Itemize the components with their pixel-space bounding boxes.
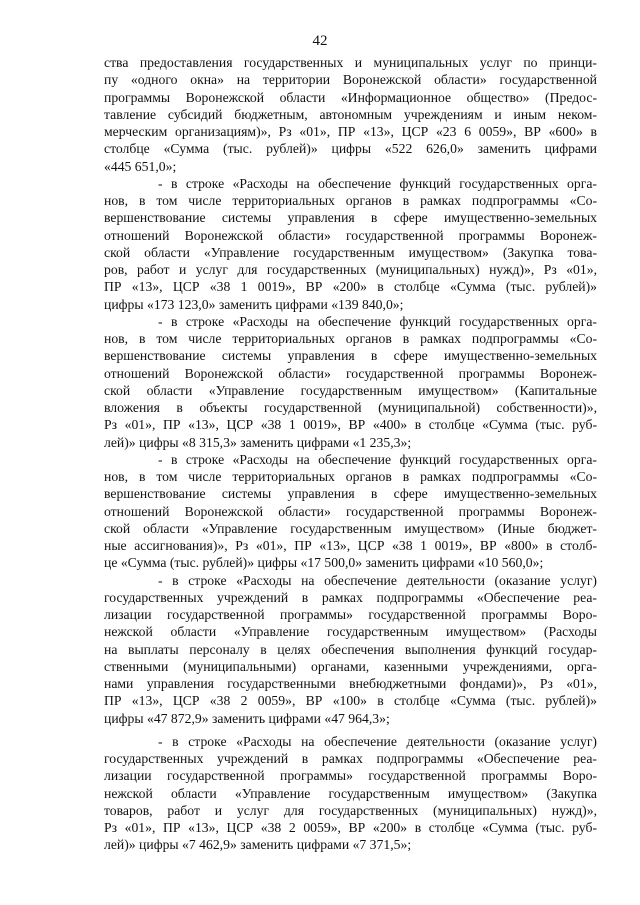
text-line: нов, в том числе территориальных органов в рамках подпрограммы «Со- xyxy=(104,193,597,208)
text-line: ской области «Управление государственным имуществом» (Иные бюджет- xyxy=(104,520,597,536)
text-line: «445 651,0»; xyxy=(104,158,177,174)
text-line: вершенствование системы управления в сфере имущественно-земельных xyxy=(104,348,597,364)
paragraph xyxy=(104,313,597,451)
text-line: тавление субсидий бюджетным, автономным учреждениям и иным неком- xyxy=(104,106,597,122)
text-line: - в строке «Расходы на обеспечение деятельности (оказание услуг) xyxy=(158,733,597,749)
page-number: 42 xyxy=(312,33,328,49)
text-line: государственных учреждений в рамках подпрограммы «Обеспечение реа- xyxy=(104,751,597,766)
text-line: це «Сумма (тыс. рублей)» цифры «17 500,0» заменить цифрами «10 560,0»; xyxy=(104,555,544,571)
text-line: государственных учреждений в рамках подпрограммы «Обеспечение реа- xyxy=(104,589,597,605)
text-line: - в строке «Расходы на обеспечение функций государственных орга- xyxy=(158,451,597,467)
text-line: ПР «13», ЦСР «38 2 0059», ВР «100» в столбце «Сумма (тыс. рублей)» xyxy=(104,693,597,709)
paragraph xyxy=(104,733,597,854)
text-line: ства предоставления государственных и муниципальных услуг по принци- xyxy=(104,55,597,70)
text-line: ные ассигнования)», Рз «01», ПР «13», ЦСР «38 1 0019», ВР «800» в столб- xyxy=(104,538,597,553)
text-line: на выплаты персоналу в целях обеспечения выполнения функций государ- xyxy=(104,641,597,657)
text-line: нов, в том числе территориальных органов в рамках подпрограммы «Со- xyxy=(104,331,597,346)
text-line: отношений Воронежской области» государственной программы Воронеж- xyxy=(104,227,597,243)
text-line: нов, в том числе территориальных органов в рамках подпрограммы «Со- xyxy=(104,469,597,484)
paragraph xyxy=(104,175,597,313)
text-line: нежской области «Управление государственным имуществом» (Закупка xyxy=(104,785,597,801)
text-line: ской области «Управление государственным имуществом» (Капитальные xyxy=(104,382,597,398)
text-line: ПР «13», ЦСР «38 1 0019», ВР «200» в столбце «Сумма (тыс. рублей)» xyxy=(104,279,597,295)
document-body xyxy=(104,54,597,854)
text-line: лей)» цифры «7 462,9» заменить цифрами «7 371,5»; xyxy=(104,837,412,853)
text-line: ственными (муниципальными) органами, казенными учреждениями, орга- xyxy=(104,658,597,674)
text-line: лей)» цифры «8 315,3» заменить цифрами «1 235,3»; xyxy=(104,434,412,450)
text-line: нами управления государственными внебюджетными фондами)», Рз «01», xyxy=(104,676,597,691)
text-line: отношений Воронежской области» государственной программы Воронеж- xyxy=(104,365,597,381)
text-line: - в строке «Расходы на обеспечение функций государственных орга- xyxy=(158,175,597,191)
text-line: Рз «01», ПР «13», ЦСР «38 2 0059», ВР «200» в столбце «Сумма (тыс. руб- xyxy=(104,820,597,835)
text-line: программы Воронежской области «Информационное общество» (Предос- xyxy=(104,89,597,105)
text-line: ров, работ и услуг для государственных (муниципальных) нужд)», Рз «01», xyxy=(104,262,597,277)
text-line: вершенствование системы управления в сфере имущественно-земельных xyxy=(104,210,597,226)
paragraph xyxy=(104,451,597,572)
text-line: нежской области «Управление государственным имуществом» (Расходы xyxy=(104,624,597,640)
text-line: ской области «Управление государственным имуществом» (Закупка това- xyxy=(104,244,597,260)
paragraph xyxy=(104,572,597,727)
paragraph xyxy=(104,54,597,175)
text-line: вложения в объекты государственной (муниципальной) собственности)», xyxy=(104,400,597,415)
text-line: Рз «01», ПР «13», ЦСР «38 1 0019», ВР «400» в столбце «Сумма (тыс. руб- xyxy=(104,417,597,433)
text-line: цифры «47 872,9» заменить цифрами «47 964,3»; xyxy=(104,710,390,726)
text-line: - в строке «Расходы на обеспечение деятельности (оказание услуг) xyxy=(158,572,597,588)
text-line: лизации государственной программы» государственной программы Воро- xyxy=(104,768,597,784)
text-line: мерческим организациям)», Рз «01», ПР «13», ЦСР «23 6 0059», ВР «600» в xyxy=(104,124,597,139)
text-line: цифры «173 123,0» заменить цифрами «139 840,0»; xyxy=(104,296,404,312)
text-line: - в строке «Расходы на обеспечение функций государственных орга- xyxy=(158,313,597,329)
text-line: товаров, работ и услуг для государственных (муниципальных) нужд)», xyxy=(104,802,597,818)
text-line: вершенствование системы управления в сфере имущественно-земельных xyxy=(104,486,597,502)
text-line: отношений Воронежской области» государственной программы Воронеж- xyxy=(104,503,597,519)
text-line: лизации государственной программы» государственной программы Воро- xyxy=(104,607,597,622)
text-line: пу «одного окна» на территории Воронежской области» государственной xyxy=(104,72,597,88)
text-line: столбце «Сумма (тыс. рублей)» цифры «522 626,0» заменить цифрами xyxy=(104,141,597,157)
